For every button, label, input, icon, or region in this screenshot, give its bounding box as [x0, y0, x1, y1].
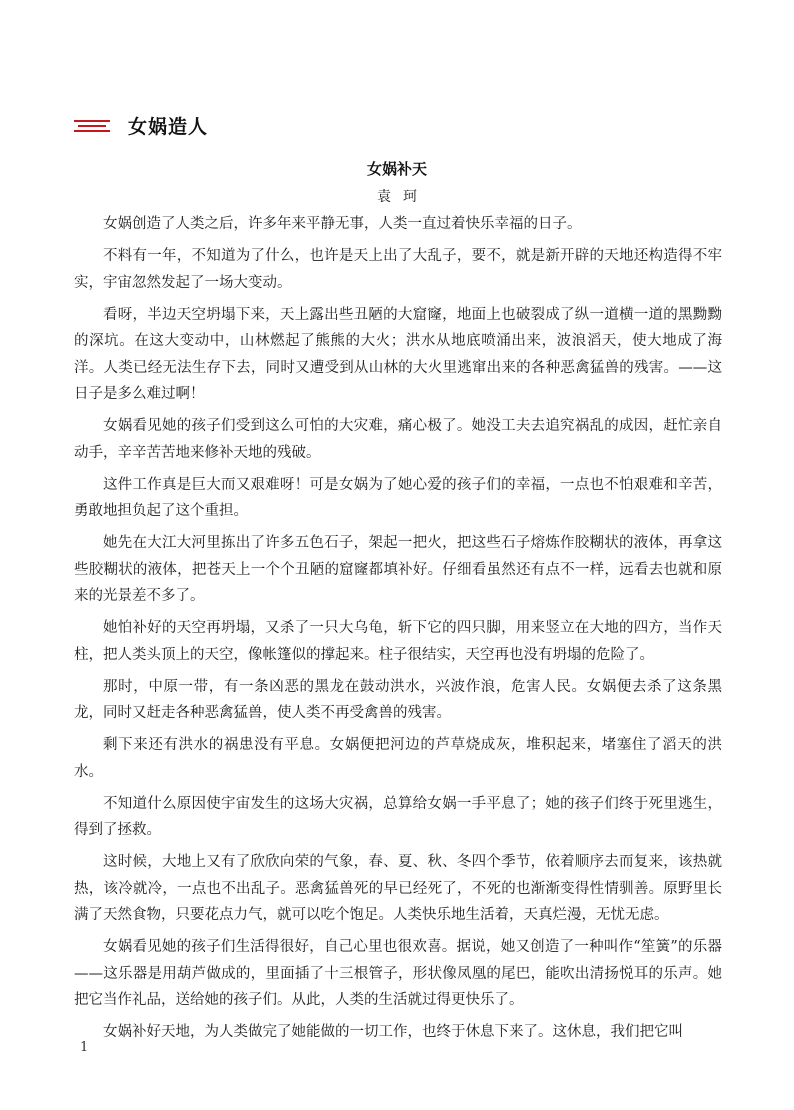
- paragraph: 这时候，大地上又有了欣欣向荣的气象，春、夏、秋、冬四个季节，依着顺序去而复来，该热就热，该冷就冷，一点也不出乱子。恶禽猛兽死的早已经死了，不死的也渐渐变得性情驯善。原野里长满了天然食物，只要花点力气，就可以吃个饱足。人类快乐地生活着，天真烂漫，无忧无虑。: [74, 854, 722, 923]
- paragraph: 剩下来还有洪水的祸患没有平息。女娲便把河边的芦草烧成灰，堆积起来，堵塞住了滔天的洪水。: [74, 737, 722, 780]
- article-body: [74, 211, 722, 1051]
- paragraph: 女娲看见她的孩子们生活得很好，自己心里也很欢喜。据说，她又创造了一种叫作“笙簧”的乐器——这乐器是用葫芦做成的，里面插了十三根管子，形状像凤凰的尾巴，能吹出清扬悦耳的乐声。她把它当作礼品，送给她的孩子们。从此，人类的生活就过得更快乐了。: [74, 939, 722, 1008]
- paragraph: 女娲创造了人类之后，许多年来平静无事，人类一直过着快乐幸福的日子。: [103, 216, 582, 232]
- paragraph: 看呀，半边天空坍塌下来，天上露出些丑陋的大窟窿，地面上也破裂成了纵一道横一道的黑黝黝的深坑。在这大变动中，山林燃起了熊熊的大火；洪水从地底喷涌出来，波浪滔天，使大地成了海洋。人类已经无法生存下去，同时又遭受到从山林的大火里逃窜出来的各种恶禽猛兽的残害。——这日子是多么难过啊！: [74, 306, 722, 402]
- paragraph: 不料有一年，不知道为了什么，也许是天上出了大乱子，要不，就是新开辟的天地还构造得不牢实，宇宙忽然发起了一场大变动。: [74, 248, 722, 291]
- paragraph: 女娲看见她的孩子们受到这么可怕的大灾难，痛心极了。她没工夫去追究祸乱的成因，赶忙亲自动手，辛辛苦苦地来修补天地的残破。: [74, 418, 722, 461]
- section-marker-icon: [74, 117, 110, 133]
- section-header: [74, 112, 208, 138]
- paragraph: 那时，中原一带，有一条凶恶的黑龙在鼓动洪水，兴波作浪，危害人民。女娲便去杀了这条黑龙，同时又赶走各种恶禽猛兽，使人类不再受禽兽的残害。: [74, 678, 722, 721]
- paragraph: 她先在大江大河里拣出了许多五色石子，架起一把火，把这些石子熔炼作胶糊状的液体，再拿这些胶糊状的液体，把苍天上一个个丑陋的窟窿都填补好。仔细看虽然还有点不一样，远看去也就和原来的光景差不多了。: [74, 535, 722, 604]
- section-title: 女娲造人: [128, 115, 209, 138]
- paragraph: 女娲补好天地，为人类做完了她能做的一切工作，也终于休息下来了。这休息，我们把它叫: [103, 1024, 683, 1040]
- paragraph: 她怕补好的天空再坍塌，又杀了一只大乌龟，斩下它的四只脚，用来竖立在大地的四方，当作天柱，把人类头顶上的天空，像帐篷似的撑起来。柱子很结实，天空再也没有坍塌的危险了。: [74, 620, 722, 663]
- article-author: 袁珂: [377, 189, 429, 205]
- paragraph: 这件工作真是巨大而又艰难呀！可是女娲为了她心爱的孩子们的幸福，一点也不怕艰难和辛苦，勇敢地担负起了这个重担。: [74, 476, 722, 519]
- article-title: 女娲补天: [366, 160, 427, 178]
- page-number: 1: [80, 1040, 89, 1055]
- paragraph: 不知道什么原因使宇宙发生的这场大灾祸，总算给女娲一手平息了；她的孩子们终于死里逃生，得到了拯救。: [74, 795, 722, 838]
